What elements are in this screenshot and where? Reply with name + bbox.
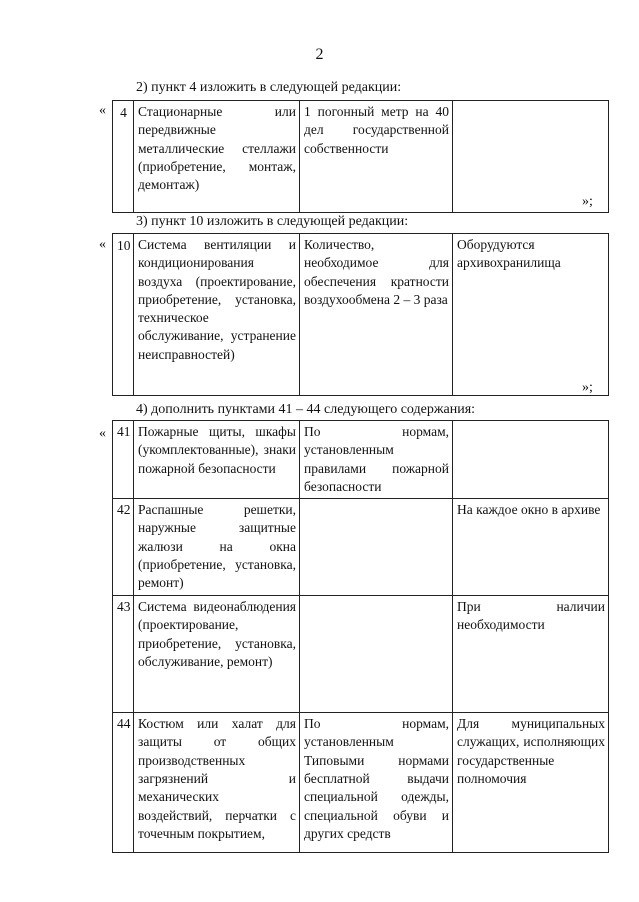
note-cell: На каждое окно в архиве bbox=[453, 499, 609, 596]
note-cell: Для муниципальных служащих, исполняющих государственные полномочия bbox=[453, 713, 609, 853]
item-name-cell: Пожарные щиты, шкафы (укомплектованные), знаки пожарной безопасности bbox=[134, 421, 300, 499]
amendment-table-3 bbox=[112, 420, 609, 853]
section-heading-pункт-10: 3) пункт 10 изложить в следующей редакции: bbox=[136, 214, 409, 229]
section-heading-pункт-4: 2) пункт 4 изложить в следующей редакции: bbox=[136, 80, 402, 95]
table-row bbox=[113, 421, 609, 499]
note-cell: Оборудуются архивохранилища bbox=[453, 234, 609, 396]
row-number: 41 bbox=[113, 421, 134, 499]
open-quote-mark: « bbox=[99, 426, 106, 441]
note-cell: При наличии необходимости bbox=[453, 596, 609, 713]
norm-cell bbox=[300, 596, 453, 713]
norm-cell bbox=[300, 499, 453, 596]
row-number: 4 bbox=[113, 101, 134, 213]
close-quote-mark: »; bbox=[582, 194, 593, 209]
close-quote-mark: »; bbox=[582, 380, 593, 395]
table-row bbox=[113, 596, 609, 713]
item-name-cell: Костюм или халат для защиты от общих производственных загрязнений и механических воздействий, перчатки с точечным покрытием, bbox=[134, 713, 300, 853]
amendment-table-2 bbox=[112, 233, 609, 396]
item-name-cell: Распашные решетки, наружные защитные жалюзи на окна (приобретение, установка, ремонт) bbox=[134, 499, 300, 596]
open-quote-mark: « bbox=[99, 103, 106, 118]
table-row bbox=[113, 713, 609, 853]
amendment-table-1 bbox=[112, 100, 609, 213]
note-cell bbox=[453, 421, 609, 499]
table-row bbox=[113, 101, 609, 213]
norm-cell: Количество, необходимое для обеспечения кратности воздухообмена 2 – 3 раза bbox=[300, 234, 453, 396]
norm-cell: По нормам, установленным правилами пожарной безопасности bbox=[300, 421, 453, 499]
open-quote-mark: « bbox=[99, 237, 106, 252]
table-row bbox=[113, 499, 609, 596]
row-number: 44 bbox=[113, 713, 134, 853]
norm-cell: 1 погонный метр на 40 дел государственной собственности bbox=[300, 101, 453, 213]
item-name-cell: Система вентиляции и кондиционирования воздуха (проектирование, приобретение, установка, техническое обслуживание, устранение неисправностей) bbox=[134, 234, 300, 396]
page-number: 2 bbox=[315, 46, 324, 63]
norm-cell: По нормам, установленным Типовыми нормами бесплатной выдачи специальной одежды, специальной обуви и других средств bbox=[300, 713, 453, 853]
section-heading-pункты-41-44: 4) дополнить пунктами 41 – 44 следующего содержания: bbox=[136, 402, 476, 417]
row-number: 43 bbox=[113, 596, 134, 713]
row-number: 10 bbox=[113, 234, 134, 396]
item-name-cell: Система видеонаблюдения (проектирование, приобретение, установка, обслуживание, ремонт) bbox=[134, 596, 300, 713]
item-name-cell: Стационарные или передвижные металлические стеллажи (приобретение, монтаж, демонтаж) bbox=[134, 101, 300, 213]
table-row bbox=[113, 234, 609, 396]
row-number: 42 bbox=[113, 499, 134, 596]
